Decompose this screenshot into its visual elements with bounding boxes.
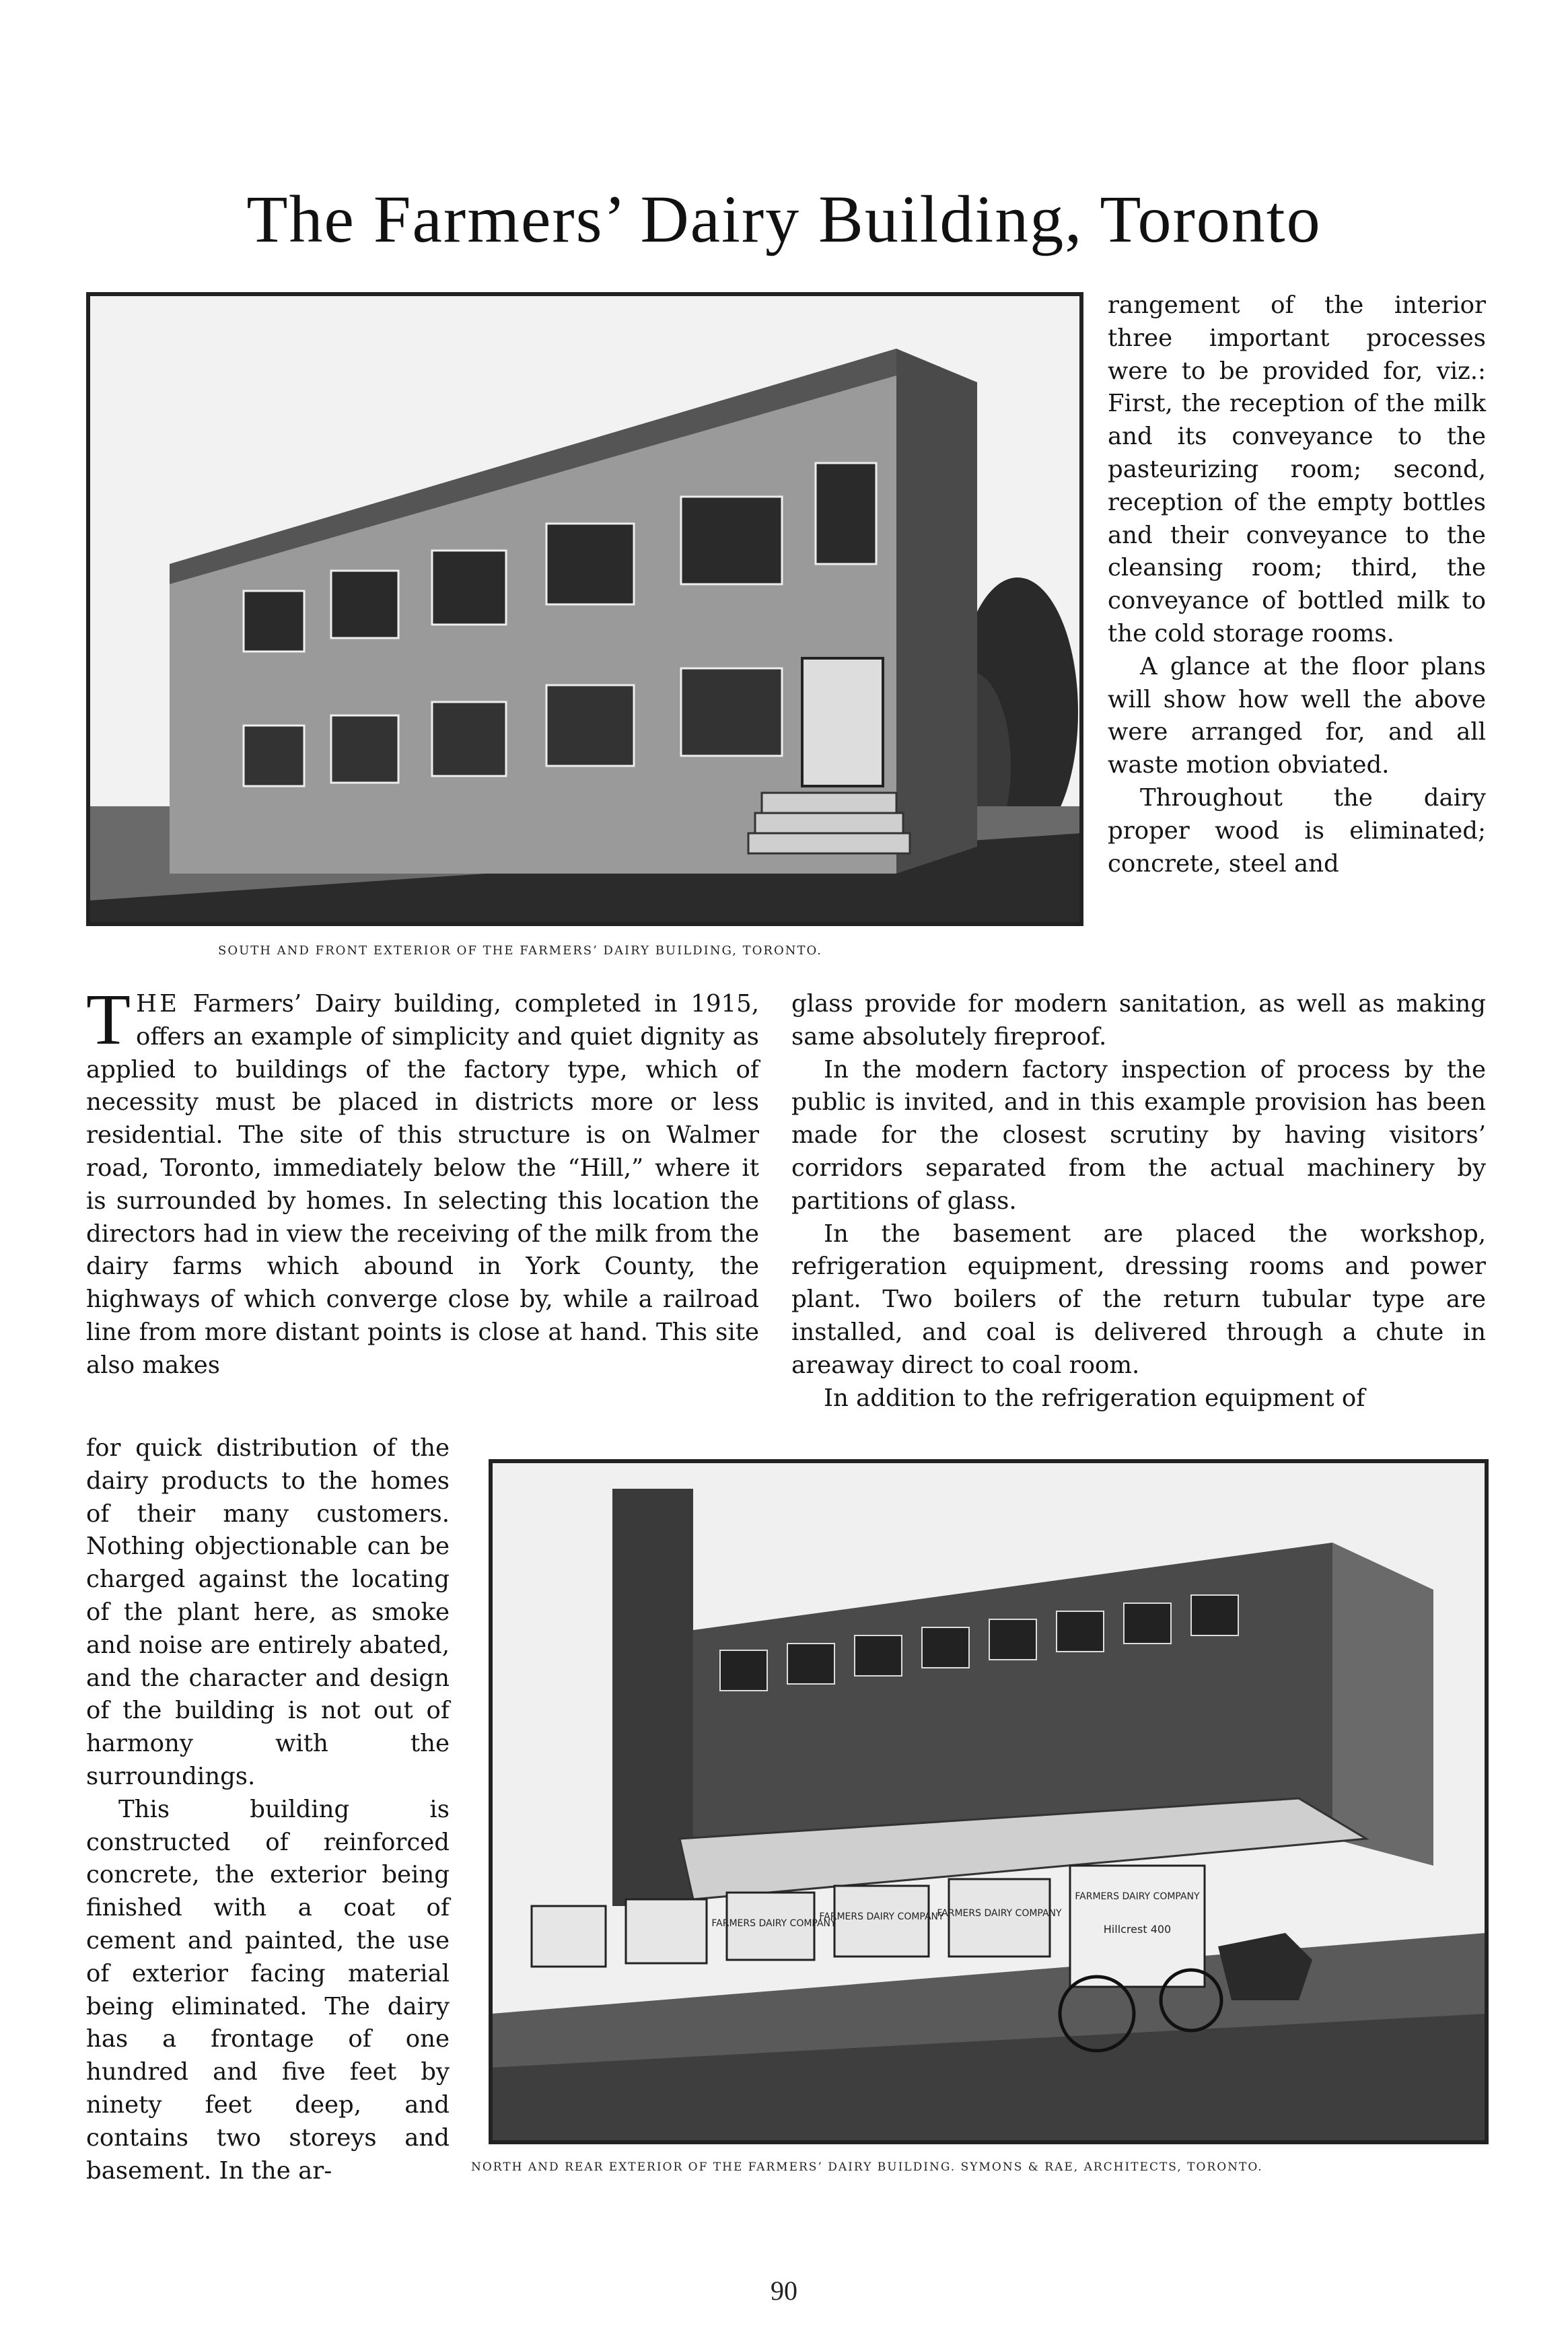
paragraph: In addition to the refrigeration equipment of bbox=[824, 1384, 1365, 1412]
paragraph: glass provide for modern sanitation, as well as making same absolutely fireproof. bbox=[791, 990, 1486, 1051]
phone-sign: Hillcrest 400 bbox=[1103, 1923, 1172, 1936]
left-narrow-column-text bbox=[86, 1432, 450, 2187]
bottom-photo-caption: NORTH AND REAR EXTERIOR OF THE FARMERS’ DAIRY BUILDING. SYMONS & RAE, ARCHITECTS, TORONTO. bbox=[471, 2160, 1263, 2174]
building-south-front-image bbox=[89, 295, 1081, 923]
wagon-sign: FARMERS DAIRY COMPANY bbox=[819, 1911, 944, 1922]
opening-paragraph bbox=[86, 980, 759, 1382]
small-caps-lead: HE bbox=[135, 990, 180, 1018]
page-number: 90 bbox=[771, 2276, 797, 2306]
left-column-text bbox=[86, 980, 759, 1382]
paragraph-text: Farmers’ Dairy building, completed in 1915, offers an example of simplicity and quiet dignity as applied to buildings of the factory type, which of necessity must be placed in districts more or less residential. The site of this structure is on Walmer road, Toronto, immediately below the “Hill,” where it is surrounded by homes. In selecting this location the directors had in view the receiving of the milk from the dairy farms which abound in York County, the highways of which converge close by, while a railroad line from more distant points is close at hand. This site also makes bbox=[86, 990, 759, 1379]
paragraph: rangement of the interior three important processes were to be provided for, viz.: First, the reception of the milk and its conveyance to the pasteurizing room; second, reception of the empty bottles and their conveyance to the cleansing room; third, the conveyance of bottled milk to the cold storage rooms. bbox=[1108, 291, 1486, 647]
top-photo-caption: SOUTH AND FRONT EXTERIOR OF THE FARMERS’ DAIRY BUILDING, TORONTO. bbox=[218, 944, 822, 958]
top-photo bbox=[86, 292, 1083, 926]
building-north-rear-image bbox=[491, 1462, 1486, 2142]
wagon-sign: FARMERS DAIRY COMPANY bbox=[937, 1908, 1062, 1919]
right-column-top-text bbox=[1108, 289, 1486, 880]
wagon-sign: FARMERS DAIRY COMPANY bbox=[711, 1918, 836, 1929]
paragraph: In the basement are placed the workshop, refrigeration equipment, dressing rooms and power plant. Two boilers of the return tubular type are installed, and coal is delivered through a chute in areaway direct to coal room. bbox=[791, 1220, 1486, 1379]
bottom-photo bbox=[489, 1459, 1489, 2144]
paragraph: for quick distribution of the dairy products to the homes of their many customers. Nothing objectionable can be charged against the locating of the plant here, as smoke and noise are entirely abated, and the character and design of the building is not out of harmony with the surroundings. bbox=[86, 1434, 450, 1790]
right-column-middle-text bbox=[791, 988, 1486, 1415]
page-title: The Farmers’ Dairy Building, Toronto bbox=[246, 182, 1322, 256]
drop-cap: T bbox=[86, 980, 131, 1060]
paragraph: Throughout the dairy proper wood is eliminated; concrete, steel and bbox=[1108, 783, 1486, 878]
paragraph: A glance at the floor plans will show how well the above were arranged for, and all waste motion obviated. bbox=[1108, 652, 1486, 779]
paragraph: In the modern factory inspection of process by the public is invited, and in this example provision has been made for the closest scrutiny by having visitors’ corridors separated from the actual machinery by partitions of glass. bbox=[791, 1055, 1486, 1215]
wagon-sign: FARMERS DAIRY COMPANY bbox=[1075, 1891, 1200, 1902]
paragraph: This building is constructed of reinforced concrete, the exterior being finished with a coat of cement and painted, the use of exterior facing material being eliminated. The dairy has a frontage of one hundred and five feet by ninety feet deep, and contains two storeys and basement. In the ar- bbox=[86, 1795, 450, 2185]
